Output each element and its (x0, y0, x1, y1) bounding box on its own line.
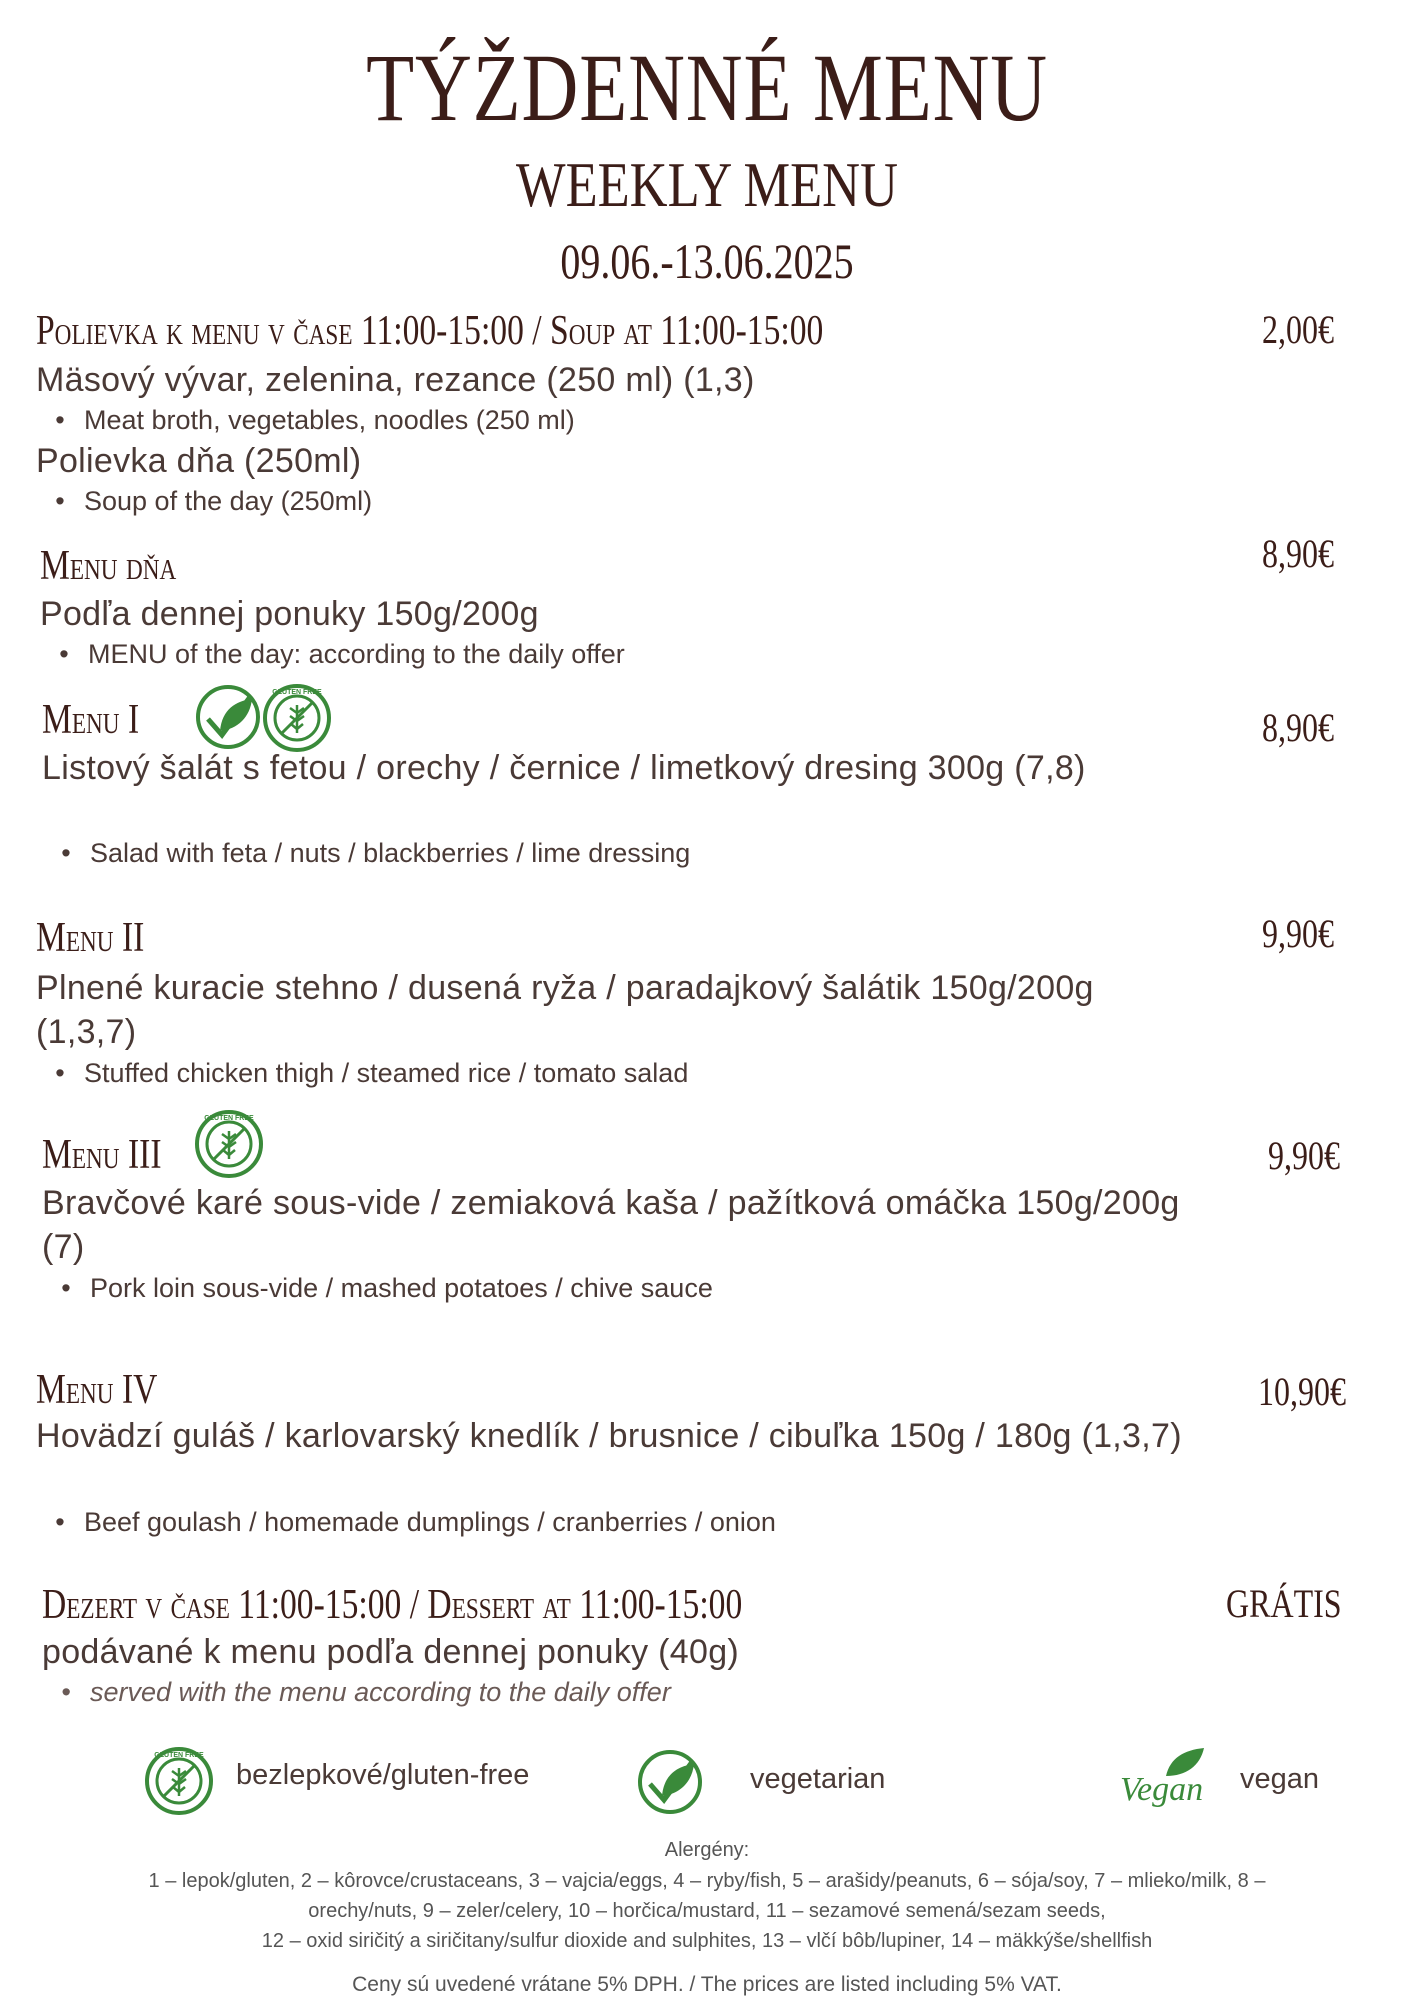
menu1-sk: Listový šalát s fetou / orechy / černice / limetkový dresing 300g (7,8) (42, 749, 1086, 787)
menu-day-en (40, 637, 625, 671)
soup-price: 2,00€ (1262, 307, 1334, 352)
menu1-en-text: Salad with feta / nuts / blackberries / lime dressing (90, 838, 691, 868)
menu4-sk: Hovädzí guláš / karlovarský knedlík / brusnice / cibuľka 150g / 180g (1,3,7) (36, 1417, 1182, 1455)
vegan-logo-text: Vegan (1120, 1771, 1204, 1808)
vegetarian-icon (194, 683, 262, 751)
bullet: • (55, 486, 65, 516)
soup-item2-sk: Polievka dňa (250ml) (36, 442, 362, 480)
menu3-heading: Menu III (42, 1132, 162, 1178)
vat-note: Ceny sú uvedené vrátane 5% DPH. / The prices are listed including 5% VAT. (352, 1973, 1062, 1996)
soup-item2-en-text: Soup of the day (250ml) (84, 486, 373, 516)
bullet: • (61, 838, 71, 868)
soup-item1-en-text: Meat broth, vegetables, noodles (250 ml) (84, 405, 575, 435)
dessert-heading: Dezert v čase 11:00-15:00 / Dessert at 11:00-15:00 (42, 1582, 743, 1628)
bullet: • (61, 1677, 71, 1707)
menu1-price: 8,90€ (1262, 705, 1334, 750)
page-title: TÝŽDENNÉ MENU (366, 34, 1048, 141)
gluten-free-icon (262, 683, 332, 753)
bullet: • (55, 1507, 65, 1537)
menu3-en-text: Pork loin sous-vide / mashed potatoes / chive sauce (90, 1273, 713, 1303)
menu1-en (42, 836, 690, 870)
menu2-heading: Menu II (36, 915, 145, 961)
allergens-line2: orechy/nuts, 9 – zeler/celery, 10 – horčica/mustard, 11 – sezamové semená/sezam seeds, (308, 1900, 1106, 1922)
menu1-heading: Menu I (42, 697, 140, 743)
svg-text:GLUTEN FREE: GLUTEN FREE (204, 1115, 254, 1122)
legend-vegetarian: vegetarian (750, 1763, 886, 1795)
bullet: • (55, 405, 65, 435)
svg-text:GLUTEN FREE: GLUTEN FREE (272, 689, 322, 696)
menu-day-price: 8,90€ (1262, 531, 1334, 576)
menu-day-en-text: MENU of the day: according to the daily offer (88, 639, 625, 669)
allergens-title: Alergény: (664, 1839, 750, 1861)
dessert-sk: podávané k menu podľa dennej ponuky (40g) (42, 1633, 740, 1671)
soup-item1-en (36, 403, 575, 437)
soup-item2-en (36, 484, 372, 518)
soup-item1-sk: Mäsový vývar, zelenina, rezance (250 ml) (1,3) (36, 361, 755, 399)
menu3-price: 9,90€ (1268, 1133, 1340, 1178)
gluten-free-icon (194, 1109, 264, 1179)
dessert-en (42, 1675, 671, 1709)
menu-dates: 09.06.-13.06.2025 (560, 233, 854, 289)
soup-heading: Polievka k menu v čase 11:00-15:00 / Soup at 11:00-15:00 (36, 308, 824, 354)
menu-day-sk: Podľa dennej ponuky 150g/200g (40, 595, 539, 633)
bullet: • (55, 1058, 65, 1088)
menu2-sk: Plnené kuracie stehno / dusená ryža / paradajkový šalátik 150g/200g (1,3,7) (36, 969, 1094, 1051)
menu3-sk: Bravčové karé sous-vide / zemiaková kaša / pažítková omáčka 150g/200g (7) (42, 1184, 1180, 1266)
menu2-price: 9,90€ (1262, 911, 1334, 956)
svg-text:GLUTEN FREE: GLUTEN FREE (154, 1752, 204, 1759)
legend-gluten-free: bezlepkové/gluten-free (236, 1759, 530, 1791)
bullet: • (59, 639, 69, 669)
vegan-icon (1118, 1742, 1208, 1816)
menu2-en-text: Stuffed chicken thigh / steamed rice / tomato salad (84, 1058, 689, 1088)
menu4-heading: Menu IV (36, 1367, 158, 1413)
bullet: • (61, 1273, 71, 1303)
dessert-en-text: served with the menu according to the daily offer (90, 1677, 671, 1707)
page-subtitle: WEEKLY MENU (516, 149, 898, 220)
vegetarian-icon (636, 1748, 704, 1816)
legend-vegan: vegan (1240, 1763, 1320, 1795)
menu2-en (36, 1056, 688, 1090)
dessert-price: GRÁTIS (1226, 1581, 1342, 1626)
menu-day-heading: Menu dňa (40, 543, 177, 589)
menu4-en-text: Beef goulash / homemade dumplings / cranberries / onion (84, 1507, 776, 1537)
menu4-en (36, 1505, 776, 1539)
allergens-line3: 12 – oxid siričitý a siričitany/sulfur dioxide and sulphites, 13 – vlčí bôb/lupiner, 14 – mäkkýše/shellfish (261, 1930, 1153, 1952)
gluten-free-icon (144, 1746, 214, 1816)
menu4-price: 10,90€ (1258, 1369, 1346, 1414)
menu3-en (42, 1271, 713, 1305)
allergens-line1: 1 – lepok/gluten, 2 – kôrovce/crustaceans, 3 – vajcia/eggs, 4 – ryby/fish, 5 – arašidy/peanuts, 6 – sója/soy, 7 – mlieko/milk, 8 – (148, 1870, 1266, 1892)
